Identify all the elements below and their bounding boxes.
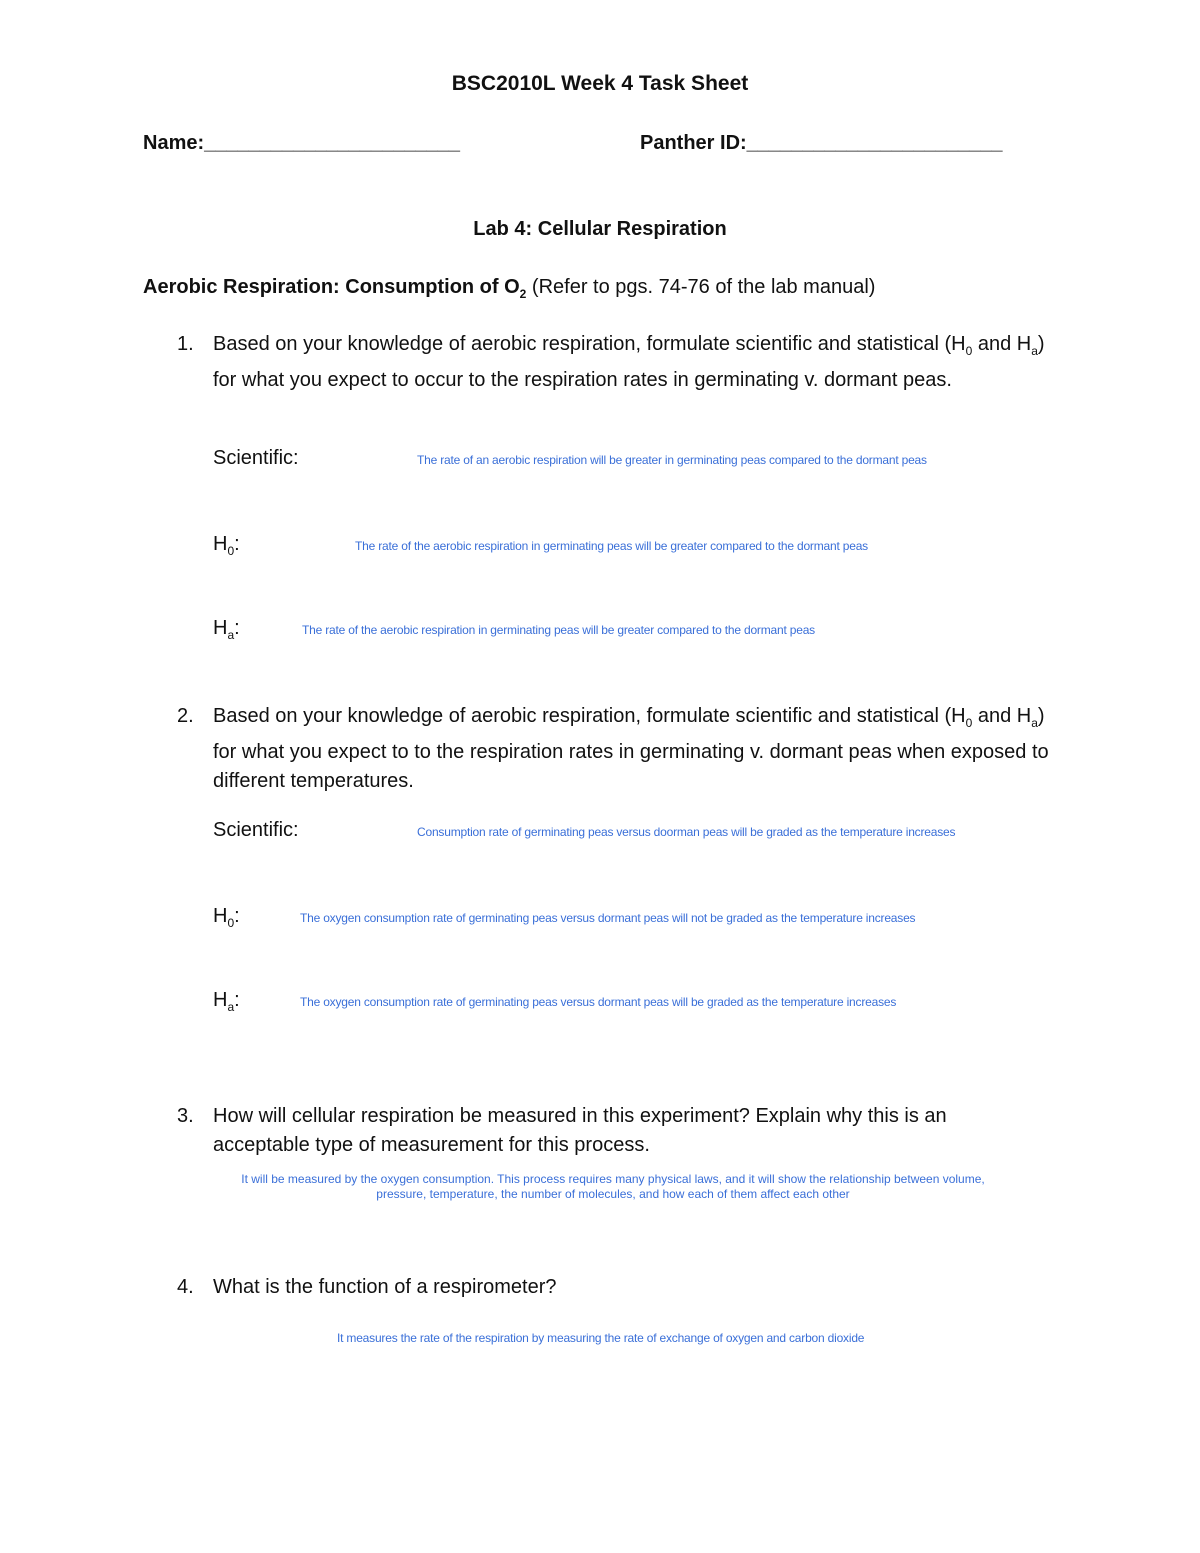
q1-h0-answer[interactable]: The rate of the aerobic respiration in germinating peas will be greater compared to the dormant peas: [355, 539, 868, 553]
q2-scientific-answer[interactable]: Consumption rate of germinating peas versus doorman peas will be graded as the temperature increases: [417, 825, 956, 839]
q1-scientific-label: Scientific:: [213, 447, 299, 469]
section-heading-sub: 2: [519, 287, 527, 301]
question-1-text: Based on your knowledge of aerobic respiration, formulate scientific and statistical ($H_0$ and $H_a$) for what you expect to occur to the respiration rates in germinating v. dormant peas.: [213, 333, 1045, 391]
lab-title: Lab 4: Cellular Respiration: [473, 218, 727, 240]
q2-ha-label: $H_a$:: [213, 989, 240, 1014]
question-3-text: How will cellular respiration be measured in this experiment? Explain why this is an acceptable type of measurement for this process.: [213, 1105, 947, 1156]
name-field[interactable]: Name:_______________________: [143, 132, 460, 154]
question-2-number: 2.: [177, 705, 194, 727]
question-2-text: Based on your knowledge of aerobic respiration, formulate scientific and statistical ($H_0$ and $H_a$) for what you expect to to the respiration rates in germinating v. dormant peas when exposed to different temperatures.: [213, 705, 1049, 792]
q2-h0-answer[interactable]: The oxygen consumption rate of germinating peas versus dormant peas will not be graded as the temperature increases: [300, 911, 916, 925]
question-4-number: 4.: [177, 1276, 194, 1298]
q2-h0-label: $H_0$:: [213, 905, 240, 930]
question-1-number: 1.: [177, 333, 194, 355]
q1-ha-answer[interactable]: The rate of the aerobic respiration in germinating peas will be greater compared to the dormant peas: [302, 623, 815, 637]
panther-id-field[interactable]: Panther ID:_______________________: [640, 132, 1003, 154]
q3-answer[interactable]: It will be measured by the oxygen consumption. This process requires many physical laws, and it will show the relationship between volume, pressure, temperature, the number of molecules, and how each of them affect each other: [241, 1172, 985, 1201]
question-4-text: What is the function of a respirometer?: [213, 1276, 557, 1298]
section-heading: [143, 276, 875, 301]
section-heading-bold: Aerobic Respiration: Consumption of O: [143, 276, 520, 298]
q2-scientific-label: Scientific:: [213, 819, 299, 841]
q4-answer[interactable]: It measures the rate of the respiration by measuring the rate of exchange of oxygen and carbon dioxide: [337, 1331, 865, 1345]
section-heading-rest: (Refer to pgs. 74-76 of the lab manual): [526, 276, 876, 298]
q1-ha-label: $H_a$:: [213, 617, 240, 642]
document-title: BSC2010L Week 4 Task Sheet: [451, 72, 749, 95]
question-3-number: 3.: [177, 1105, 194, 1127]
q1-h0-label: $H_0$:: [213, 533, 240, 558]
q1-scientific-answer[interactable]: The rate of an aerobic respiration will be greater in germinating peas compared to the dormant peas: [417, 453, 927, 467]
q2-ha-answer[interactable]: The oxygen consumption rate of germinating peas versus dormant peas will be graded as the temperature increases: [300, 995, 897, 1009]
